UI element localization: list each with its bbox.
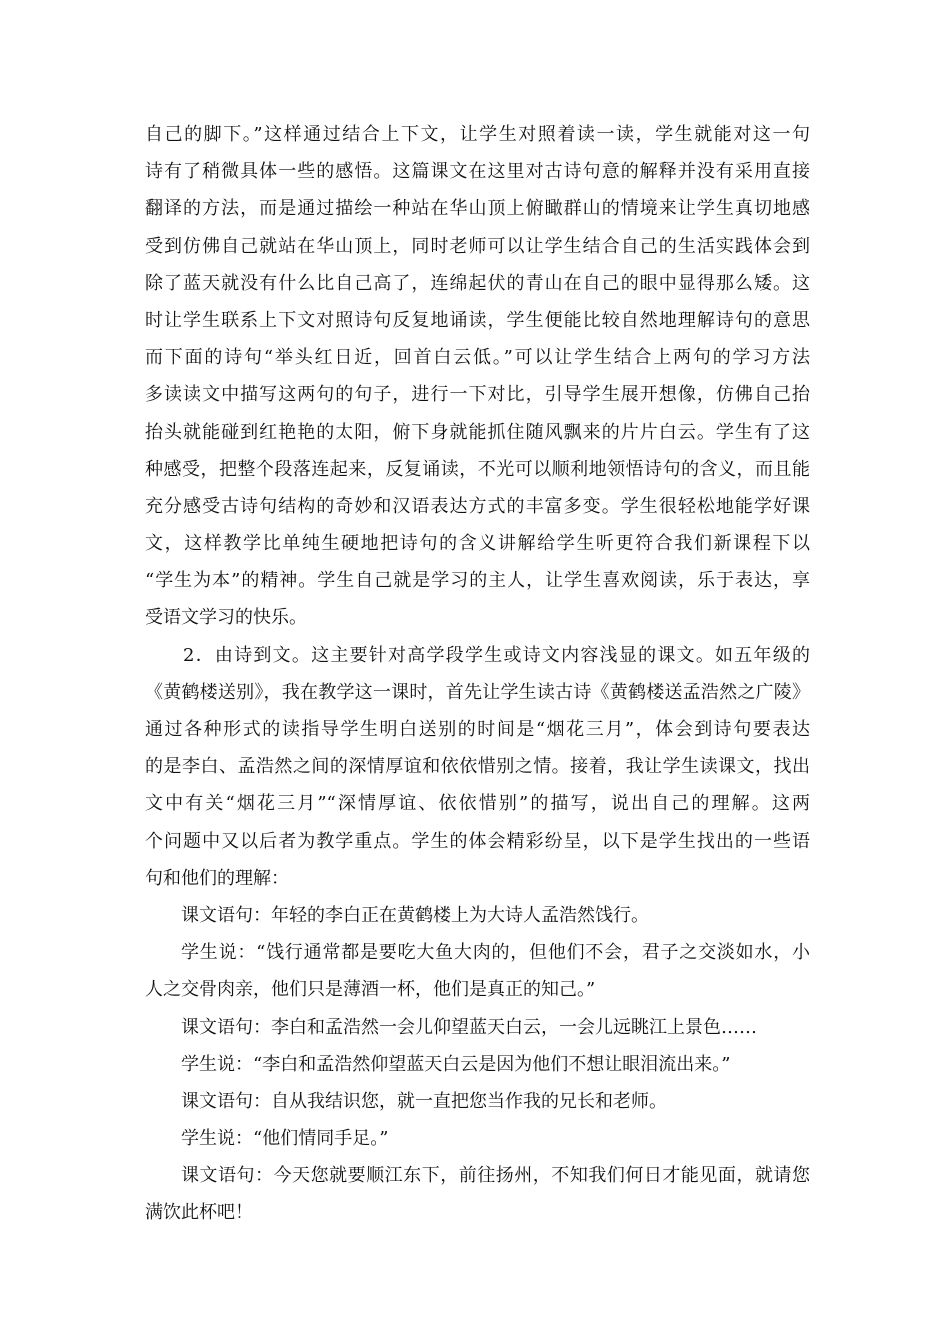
text-line: 学生说：“他们情同手足。” bbox=[181, 1128, 389, 1150]
text-line: 满饮此杯吧！ bbox=[145, 1202, 253, 1224]
text-line: 《黄鹤楼送别》，我在教学这一课时，首先让学生读古诗《黄鹤楼送孟浩然之广陵》 bbox=[145, 681, 810, 703]
document-body bbox=[145, 116, 810, 1232]
text-line: 多读读文中描写这两句的句子，进行一下对比，引导学生展开想像，仿佛自己抬 bbox=[145, 384, 810, 406]
text-line: 学生说：“李白和孟浩然仰望蓝天白云是因为他们不想让眼泪流出来。” bbox=[181, 1053, 731, 1075]
text-line: 受语文学习的快乐。 bbox=[145, 607, 307, 629]
text-line: 课文语句：自从我结识您，就一直把您当作我的兄长和老师。 bbox=[181, 1090, 667, 1112]
text-line: 人之交骨肉亲，他们只是薄酒一杯，他们是真正的知己。” bbox=[145, 979, 596, 1001]
text-line: 充分感受古诗句结构的奇妙和汉语表达方式的丰富多变。学生很轻松地能学好课 bbox=[145, 495, 810, 517]
text-line: 种感受，把整个段落连起来，反复诵读，不光可以顺利地领悟诗句的含义，而且能 bbox=[145, 458, 810, 480]
text-line: 课文语句：今天您就要顺江东下，前往扬州，不知我们何日才能见面，就请您 bbox=[181, 1165, 810, 1187]
text-line: “学生为本”的精神。学生自己就是学习的主人，让学生喜欢阅读，乐于表达，享 bbox=[145, 570, 810, 592]
text-line: 自己的脚下。”这样通过结合上下文，让学生对照着读一读，学生就能对这一句 bbox=[145, 124, 810, 145]
text-line: 抬头就能碰到红艳艳的太阳，俯下身就能抓住随风飘来的片片白云。学生有了这 bbox=[145, 421, 810, 443]
text-line: 受到仿佛自己就站在华山顶上，同时老师可以让学生结合自己的生活实践体会到 bbox=[145, 235, 810, 257]
text-line: 学生说：“饯行通常都是要吃大鱼大肉的，但他们不会，君子之交淡如水，小 bbox=[181, 942, 810, 964]
text-line: 除了蓝天就没有什么比自己高了，连绵起伏的青山在自己的眼中显得那么矮。这 bbox=[145, 272, 810, 294]
text-line: 文，这样教学比单纯生硬地把诗句的含义讲解给学生听更符合我们新课程下以 bbox=[145, 533, 810, 555]
text-line: 通过各种形式的读指导学生明白送别的时间是“烟花三月”，体会到诗句要表达 bbox=[145, 719, 810, 740]
text-line: 的是李白、孟浩然之间的深情厚谊和依依惜别之情。接着，我让学生读课文，找出 bbox=[145, 756, 810, 778]
text-line: 文中有关“烟花三月”“深情厚谊、依依惜别”的描写，说出自己的理解。这两 bbox=[145, 793, 810, 815]
text-line: 课文语句：年轻的李白正在黄鹤楼上为大诗人孟浩然饯行。 bbox=[181, 904, 649, 926]
text-line: 课文语句：李白和孟浩然一会儿仰望蓝天白云，一会儿远眺江上景色…… bbox=[181, 1016, 757, 1038]
text-line: 翻译的方法，而是通过描绘一种站在华山顶上俯瞰群山的情境来让学生真切地感 bbox=[145, 198, 810, 220]
text-line: 而下面的诗句“举头红日近，回首白云低。”可以让学生结合上两句的学习方法 bbox=[145, 347, 810, 369]
text-line: 2．由诗到文。这主要针对高学段学生或诗文内容浅显的课文。如五年级的 bbox=[183, 644, 810, 666]
text-line: 时让学生联系上下文对照诗句反复地诵读，学生便能比较自然地理解诗句的意思 bbox=[145, 309, 810, 331]
text-line: 个问题中又以后者为教学重点。学生的体会精彩纷呈，以下是学生找出的一些语 bbox=[145, 830, 810, 852]
text-line: 句和他们的理解： bbox=[145, 867, 289, 889]
text-line: 诗有了稍微具体一些的感悟。这篇课文在这里对古诗句意的解释并没有采用直接 bbox=[145, 161, 810, 183]
